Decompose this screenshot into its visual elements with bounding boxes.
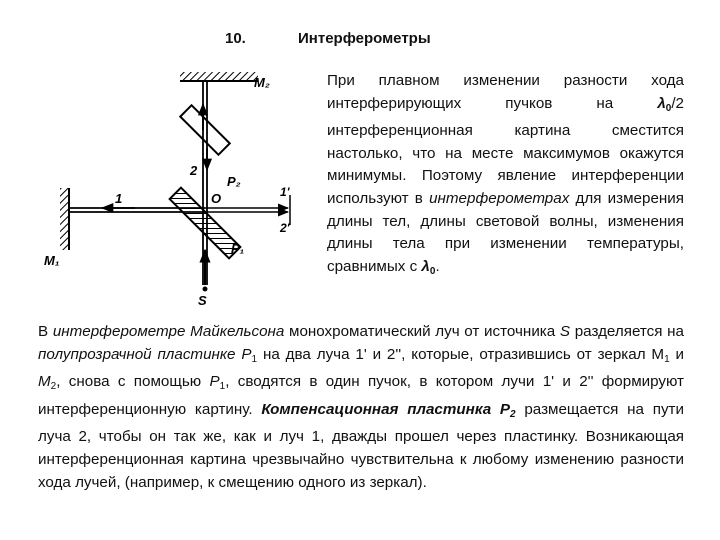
label-m2: M₂	[254, 75, 270, 90]
beam-splitter-p1	[170, 188, 241, 259]
emphasis-interferometers: интерферометрах	[429, 189, 570, 207]
label-p2: P₂	[227, 174, 241, 189]
label-beam2: 2	[190, 163, 198, 178]
emphasis-compensating-plate: Компенсационная пластинка $P_2$	[261, 400, 516, 420]
bottom-paragraph: В интерферометре Майкельсона монохроматический луч от источника S разделяется на полупрозрачной пластинке $P_1$ на два луча 1' и 2'', которые, отразившись от зеркал $M_1$ и $M_2$, снова с помощью $P_1$, сводятся в один пучок, в котором лучи 1' и 2'' формируют интерференционную картину. Компенсационная пластинка $P_2$ размещается на пути луча 2, чтобы он так же, как и луч 1, дважды прошел через пластинку. Возникающая интерференционная картина чрезвычайно чувствительна к любому изменению разности хода лучей, (например, к смещению одного из зеркал).	[38, 323, 685, 491]
compensating-plate-p2	[180, 105, 229, 154]
label-p1: P₁	[231, 241, 245, 256]
label-out1: 1'	[280, 185, 290, 199]
label-s: S	[198, 293, 207, 308]
slide-title: Интерферометры	[298, 30, 431, 47]
label-out2: 2'	[280, 221, 290, 235]
source-s	[203, 287, 208, 292]
label-beam1: 1	[115, 191, 123, 206]
mirror-m1	[60, 188, 69, 250]
slide-number: 10.	[225, 30, 246, 47]
emphasis-michelson: интерферометре Майкельсона	[52, 323, 285, 340]
mirror-m2	[180, 72, 258, 81]
label-m1: M₁	[44, 253, 60, 268]
michelson-diagram	[40, 60, 320, 320]
label-o: O	[211, 191, 222, 206]
emphasis-semitransparent-plate: полупрозрачной пластинке	[38, 345, 236, 363]
right-paragraph: При плавном изменении разности хода интерферирующих пучков на $\lambda_0/2$ интерференционная картина сместится настолько, что на месте максимумов окажутся минимумы. Поэтому явление интерференции используют в интерферометрах для измерения длины тел, длины световой волны, изменения длины тела при изменении температуры, сравнимых с $\lambda_0$.	[327, 72, 684, 277]
slide-header	[0, 30, 720, 50]
